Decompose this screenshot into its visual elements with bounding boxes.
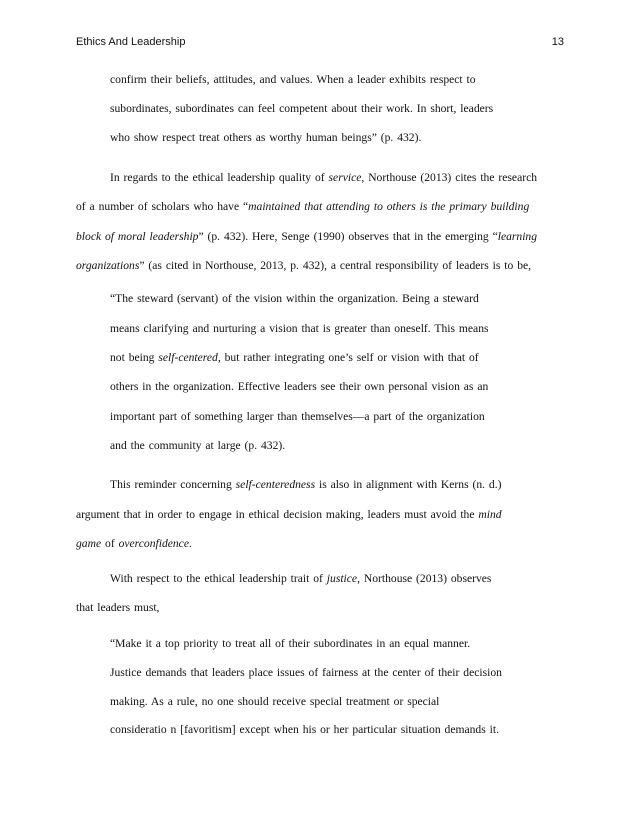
quote-line: confirm their beliefs, attitudes, and values. When a leader exhibits respect to	[110, 73, 476, 86]
quote-line: subordinates, subordinates can feel competent about their work. In short, leaders	[110, 102, 494, 115]
quote-line: and the community at large (p. 432).	[110, 439, 286, 452]
page-number: 13	[551, 36, 564, 48]
quote-line: not being self-centered, but rather integrating one’s self or vision with that of	[110, 351, 479, 364]
quote-line: consideratio n [favoritism] except when his or her particular situation demands it.	[110, 723, 499, 736]
quote-line: who show respect treat others as worthy human beings” (p. 432).	[110, 131, 422, 144]
quote-line: means clarifying and nurturing a vision that is greater than oneself. This means	[110, 322, 489, 335]
paragraph-line: With respect to the ethical leadership trait of justice, Northouse (2013) observes	[110, 572, 492, 585]
paragraph-line: This reminder concerning self-centeredness is also in alignment with Kerns (n. d.)	[110, 478, 502, 491]
running-head: Ethics And Leadership	[76, 36, 186, 48]
paragraph-line: block of moral leadership” (p. 432). Here, Senge (1990) observes that in the emerging “learning	[76, 230, 538, 243]
quote-line: important part of something larger than themselves—a part of the organization	[110, 410, 485, 423]
page-header	[76, 36, 564, 52]
paragraph-line: that leaders must,	[76, 601, 160, 614]
quote-line: “Make it a top priority to treat all of their subordinates in an equal manner.	[110, 637, 471, 650]
paragraph-line: organizations” (as cited in Northouse, 2013, p. 432), a central responsibility of leaders is to be,	[76, 259, 532, 272]
paragraph-line: argument that in order to engage in ethical decision making, leaders must avoid the mind	[76, 508, 502, 521]
quote-line: making. As a rule, no one should receive special treatment or special	[110, 695, 440, 708]
quote-line: Justice demands that leaders place issues of fairness at the center of their decision	[110, 666, 502, 679]
paragraph-line: game of overconfidence.	[76, 537, 192, 550]
quote-line: others in the organization. Effective leaders see their own personal vision as an	[110, 380, 489, 393]
quote-line: “The steward (servant) of the vision within the organization. Being a steward	[110, 292, 479, 305]
paragraph-line: of a number of scholars who have “maintained that attending to others is the primary building	[76, 200, 530, 213]
paragraph-line: In regards to the ethical leadership quality of service, Northouse (2013) cites the research	[110, 171, 538, 184]
